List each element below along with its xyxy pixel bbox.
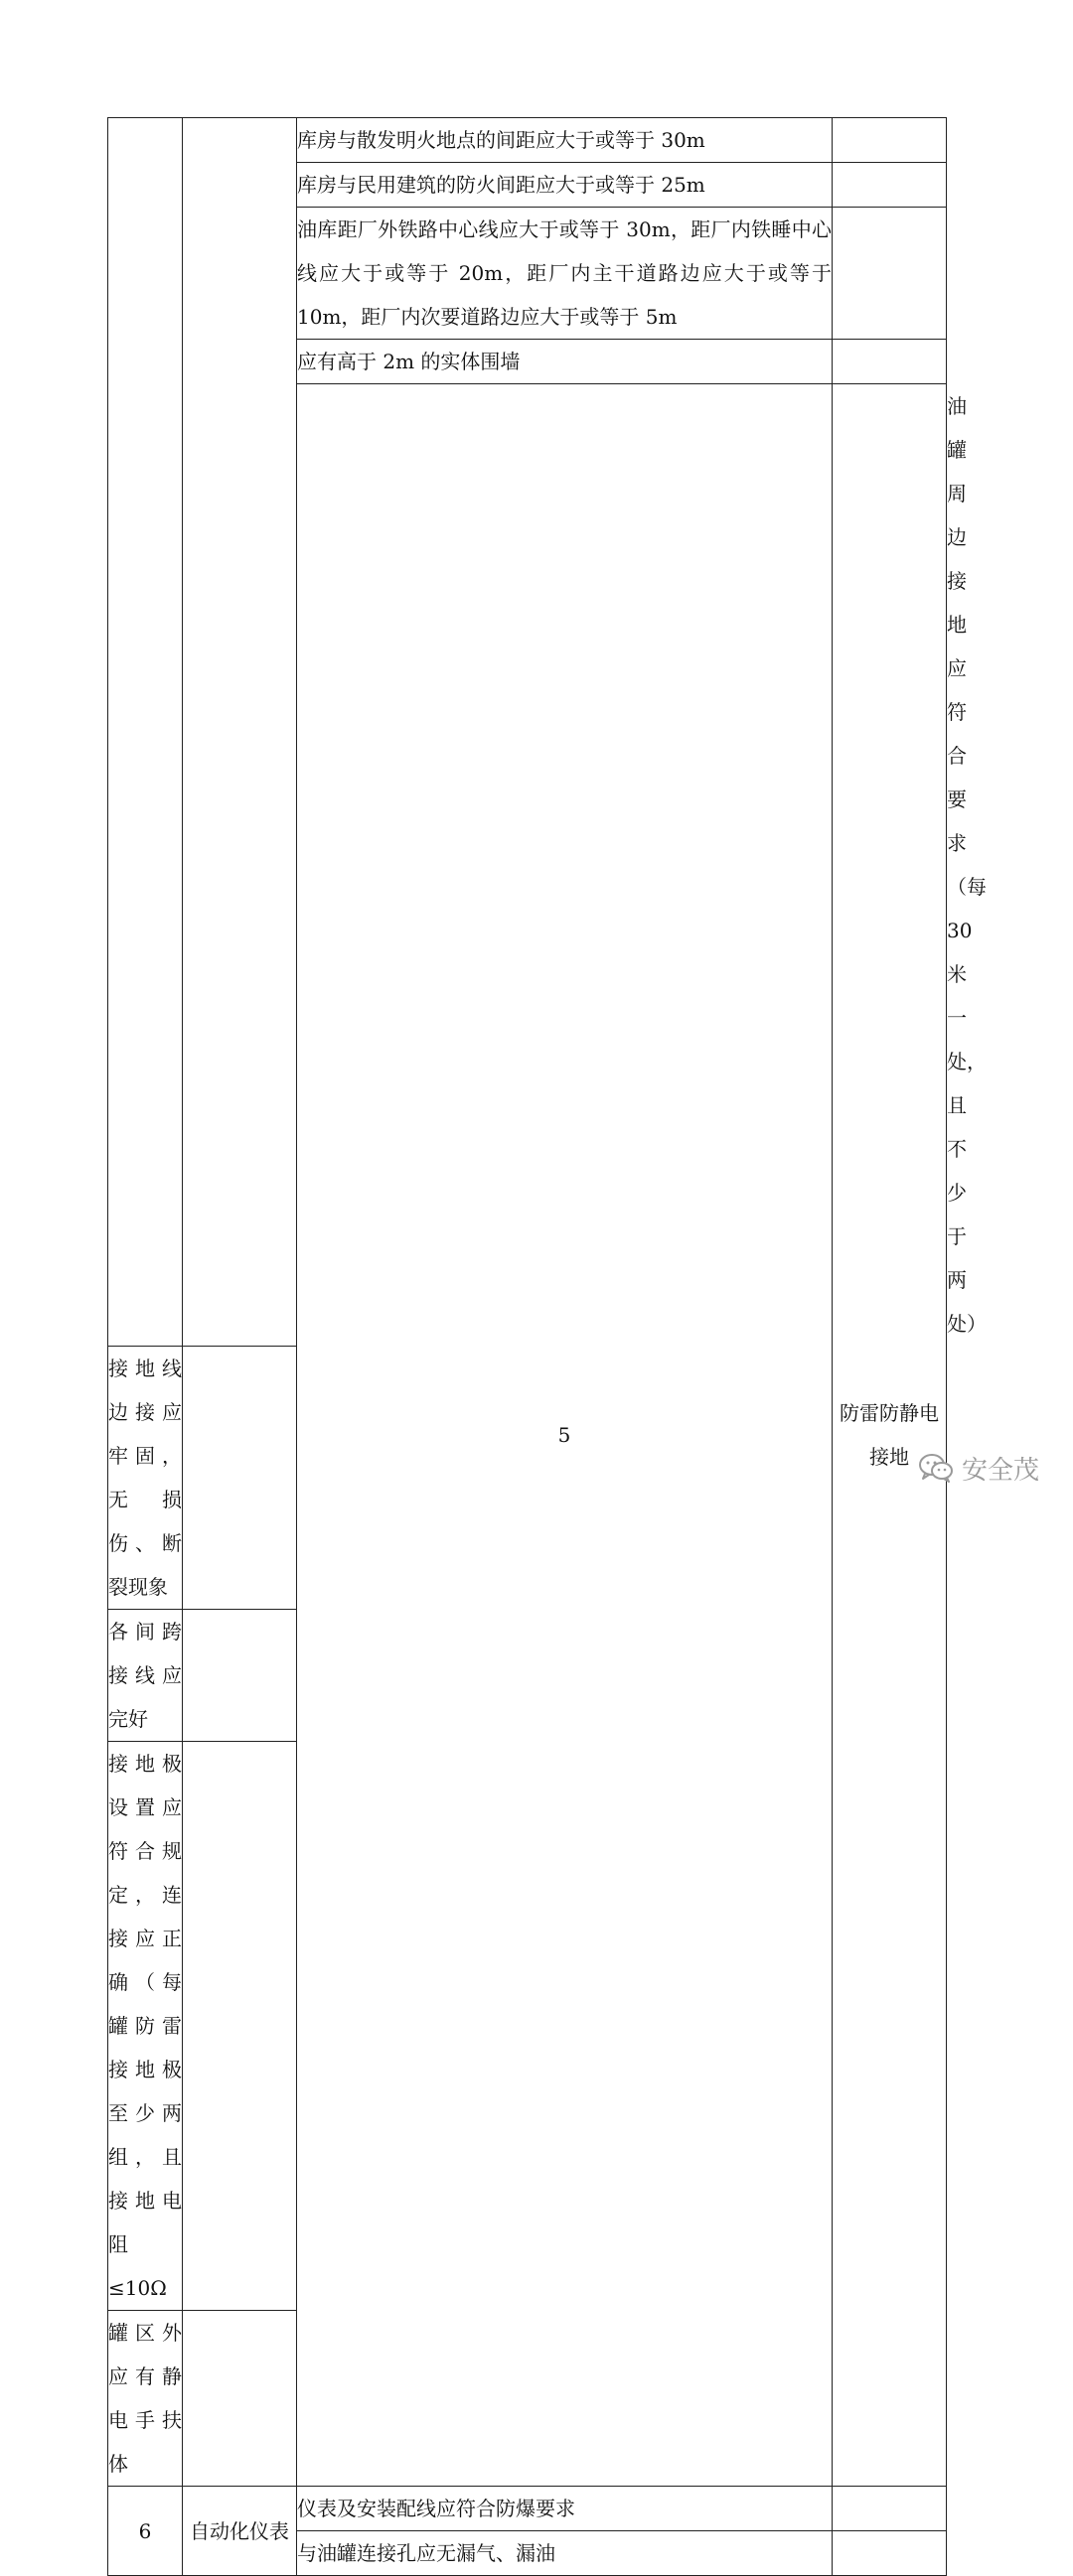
result-cell — [833, 163, 947, 208]
check-item-cell: 库房与民用建筑的防火间距应大于或等于 25m — [297, 163, 833, 208]
result-cell — [833, 340, 947, 384]
result-cell — [183, 2311, 297, 2487]
result-cell — [833, 2487, 947, 2531]
check-item-cell: 罐区外应有静电手扶体 — [108, 2311, 183, 2487]
check-item-cell: 油库距厂外铁路中心线应大于或等于 30m，距厂内铁睡中心线应大于或等于 20m，距厂内主干道路边应大于或等于 10m，距厂内次要道路边应大于或等于 5m — [297, 208, 833, 340]
check-item-cell: 接地极设置应符合规定，连接应正确（每罐防雷接地极至少两组，且接地电阻≤10Ω — [108, 1742, 183, 2311]
check-item-cell: 与油罐连接孔应无漏气、漏油 — [297, 2531, 833, 2576]
result-cell — [183, 1742, 297, 2311]
result-cell — [833, 2531, 947, 2576]
check-item-cell: 应有高于 2m 的实体围墙 — [297, 340, 833, 384]
watermark — [918, 1446, 1039, 1490]
item-number-cell: 6 — [108, 2487, 183, 2576]
item-number-cell — [108, 118, 183, 1347]
category-cell — [183, 118, 297, 1347]
category-cell: 防雷防静电接地 — [833, 384, 947, 2487]
check-item-cell: 库房与散发明火地点的间距应大于或等于 30m — [297, 118, 833, 163]
result-cell — [833, 208, 947, 340]
table-row — [108, 2487, 947, 2531]
result-cell — [183, 1347, 297, 1610]
item-number-cell: 5 — [297, 384, 833, 2487]
table-row: 5 防雷防静电接地 油罐周边接地应符合要求（每 30 米一处，且不少于两处） — [108, 384, 947, 1347]
check-item-cell: 接地线边接应牢固，无损伤、断裂现象 — [108, 1347, 183, 1610]
result-cell — [183, 1610, 297, 1742]
result-cell — [833, 118, 947, 163]
inspection-table — [107, 117, 987, 2576]
category-cell: 自动化仪表 — [183, 2487, 297, 2576]
check-item-cell: 各间跨接线应完好 — [108, 1610, 183, 1742]
watermark-text: 安全茂 — [961, 1455, 1039, 1486]
check-item-cell: 仪表及安装配线应符合防爆要求 — [297, 2487, 833, 2531]
table-row — [108, 118, 947, 163]
wechat-icon — [918, 1453, 954, 1483]
